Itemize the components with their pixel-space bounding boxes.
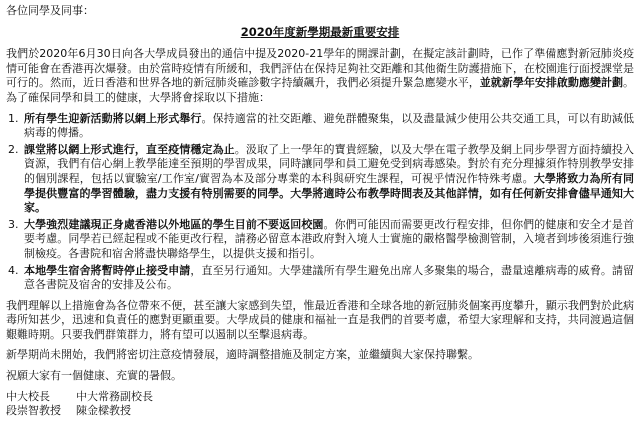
measure-bold-text: 所有學生迎新活動將以網上形式舉行 xyxy=(24,111,202,125)
measure-bold-text: 大學強烈建議現正身處香港以外地區的學生目前不要返回校園 xyxy=(24,217,324,231)
measures-list xyxy=(6,112,634,293)
measure-number: 1. xyxy=(8,111,19,125)
measure-number: 4. xyxy=(8,263,19,277)
measure-text: 。保持適當的社交距離、避免群體聚集，以及盡量減少使用公共交通工具，可以有助減低病毒的傳播。 xyxy=(24,111,634,140)
measure-text: 。你們可能因而需要更改行程安排，但你們的健康和安全才是首要考慮。同學若已經起程或不能更改行程，請務必留意本港政府對入境人士實施的嚴格醫學檢測管制，入境者到埗後須進行強制檢疫。各書院和宿舍將盡快聯絡學生，以提供支援和指引。 xyxy=(24,217,634,260)
intro-text-end: 。為了確保同學和員工的健康，大學將會採取以下措施： xyxy=(6,76,634,104)
measure-item xyxy=(6,218,634,262)
intro-paragraph xyxy=(6,47,634,105)
measure-item xyxy=(6,143,634,216)
measure-text: ，直至另行通知。大學建議所有學生避免出席人多聚集的場合，盡量遠離病毒的威脅。請留意各書院及宿舍的安排及公布。 xyxy=(24,263,634,292)
measure-bold-text: 本地學生宿舍將暫時停止接受申請 xyxy=(24,263,191,277)
measure-number: 2. xyxy=(8,142,19,156)
intro-bold-text: 並就新學年安排啟動應變計劃 xyxy=(479,76,623,90)
new-term-paragraph: 新學期尚未開始，我們將密切注意疫情發展，適時調整措施及制定方案，並繼續與大家保持聯繫。 xyxy=(6,348,479,362)
signatory-name: 陳金樑教授 xyxy=(76,404,131,418)
signatory-role: 中大常務副校長 xyxy=(76,389,153,403)
signature-block xyxy=(6,390,634,419)
measure-item xyxy=(6,112,634,141)
measure-bold-text: 大學將致力為所有同學提供豐富的學習體驗，盡力支援有特別需要的同學。大學將適時公布教學時間表及其他詳情，如有任何新安排會儘早通知大家。 xyxy=(24,171,634,215)
letter-title: 2020年度新學期最新重要安排 xyxy=(240,24,400,39)
measure-text: 。汲取了上一學年的寶貴經驗，以及大學在電子教學及網上同步學習方面持續投入資源，我們有信心網上教學能達至預期的學習成果，同時讓同學和員工避免受到病毒感染。對於有充分理據須作特別教學安排的個別課程，包括以實驗室/工作室/實習為本及部分專業的本科與研究生課程，可視乎情況作特殊考慮。 xyxy=(24,142,635,185)
measure-number: 3. xyxy=(8,217,19,231)
measure-bold-text: 課堂將以網上形式進行，直至疫情穩定為止 xyxy=(24,142,235,156)
signatory-name: 段崇智教授 xyxy=(6,404,61,418)
understanding-paragraph: 我們理解以上措施會為各位帶來不便，甚至讓大家感到失望，惟最近香港和全球各地的新冠肺炎個案再度攀升，顯示我們對於此病毒所知甚少，迅速和負責任的應對更顯重要。大學成員的健康和福祉一直是我們的首要考慮，希望大家理解和支持，共同渡過這個艱難時期。只要我們群策群力，將有望可以遏制以至擊退病毒。 xyxy=(6,298,634,341)
intro-text: 我們於2020年6月30日向各大學成員發出的通信中提及2020-21學年的開課計劃，在擬定該計劃時，已作了準備應對新冠肺炎疫情可能會在香港再次爆發。由於當時疫情有所緩和，我們評估在保持足夠社交距離和其他衛生防護措施下，在校園進行面授課堂是可行的。然而，近日香港和世界各地的新冠肺炎確診數字持續飆升，我們必須提升緊急應變水平， xyxy=(6,47,634,90)
measure-item xyxy=(6,264,634,293)
signatory-role: 中大校長 xyxy=(6,389,50,403)
greeting: 各位同學及同事： xyxy=(6,4,94,17)
wish-paragraph: 祝願大家有一個健康、充實的暑假。 xyxy=(6,369,182,383)
